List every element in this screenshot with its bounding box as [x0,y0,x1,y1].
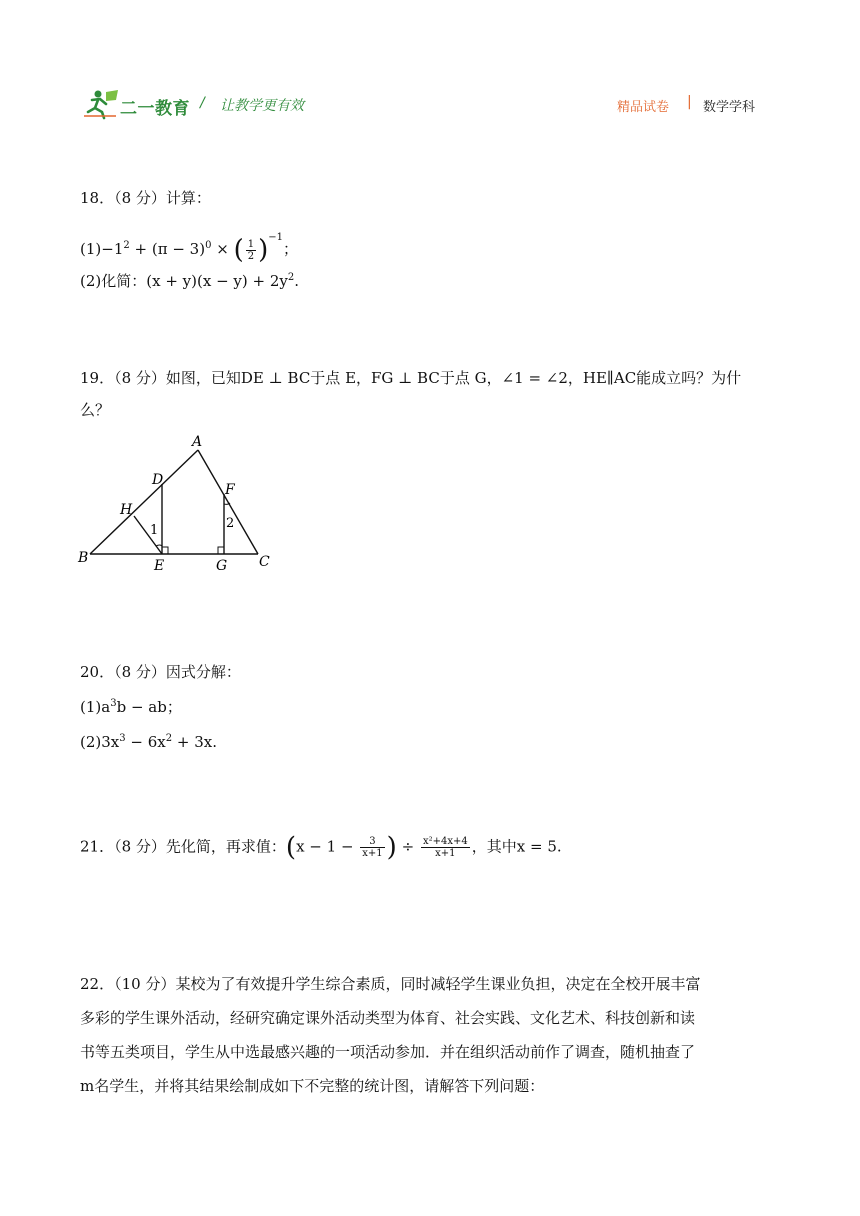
q18-part1-sup: 2 [123,240,130,251]
q20-part2-b: − 6x [125,733,166,751]
q22-line1: 22．（10 分）某校为了有效提升学生综合素质，同时减轻学生课业负担，决定在全校开展丰富 [80,975,701,993]
brand-slogan: 让教学更有效 [220,98,304,114]
q22-line4: m名学生，并将其结果绘制成如下不完整的统计图，请解答下列问题： [80,1077,545,1095]
q18-part1-expr: −1 [101,240,124,258]
q18-part1-prefix: (1) [80,240,102,258]
q18-part2-expr: (2)化简：(x + y)(x − y) + 2y [80,272,288,290]
q18-part1-times: × [211,240,234,258]
q21-line [80,832,562,863]
q20-part1 [80,694,182,717]
q21-fraction-2 [421,836,470,859]
label-E: E [154,558,165,574]
q20-part2-sup1: 3 [119,733,126,744]
label-D: D [152,472,164,488]
label-B: B [78,550,89,566]
q21-frac1-den: x+1 [362,848,383,859]
q21-paren-close: ) [386,832,397,863]
header-divider: | [687,94,692,110]
q18-part1-sup2: 0 [205,240,212,251]
q18-title: 18．（8 分）计算： [80,189,211,207]
triangle-figure [76,432,276,578]
q22-line3: 书等五类项目，学生从中选最感兴趣的一项活动参加．并在组织活动前作了调查，随机抽查了 [80,1043,696,1061]
q18-frac-den: 2 [247,250,255,262]
q20-part2 [80,729,217,752]
q22-line2: 多彩的学生课外活动，经研究确定课外活动类型为体育、社会实践、文化艺术、科技创新和读 [80,1009,696,1027]
q18-part2 [80,268,299,291]
q18-part2-sup: 2 [287,272,295,283]
q21-paren-open: ( [285,832,297,863]
label-angle-2: 2 [226,516,235,531]
q20-part1-sup: 3 [110,698,117,709]
q20-part1-rest: b − ab； [116,698,182,716]
q21-frac2-num: x²+4x+4 [422,836,468,847]
q21-divide: ÷ [401,837,415,856]
q19-line2: 么？ [80,401,111,419]
label-H: H [120,502,133,518]
q18-part2-end: . [294,272,300,290]
label-C: C [259,554,270,570]
brand-name: 二一教育 [120,99,190,119]
q20-part2-a: (2)3x [80,733,120,751]
q21-fraction-1 [360,836,384,859]
q18-part1 [80,228,299,265]
page-header [0,0,860,130]
label-angle-1: 1 [150,523,159,538]
q21-inner: x − 1 − [296,837,359,856]
label-A: A [192,434,203,450]
q18-part1-sup3: −1 [268,232,283,243]
header-tag-right: 数学学科 [703,100,756,115]
q20-part2-sup2: 2 [165,733,173,744]
q18-part1-mid: + (π − 3) [129,240,206,258]
q18-part1-end: ； [283,240,299,258]
q18-paren-open: ( [233,235,244,265]
label-F: F [225,482,235,498]
q18-paren-close: ) [258,235,269,265]
header-slash: / [200,95,205,111]
q21-suffix: ，其中x = 5. [471,837,562,856]
q20-title: 20．（8 分）因式分解： [80,663,241,681]
q20-part2-c: + 3x. [172,733,218,751]
q18-fraction [246,239,256,262]
q18-frac-num: 1 [247,238,255,250]
q21-prefix: 21．（8 分）先化简，再求值： [80,837,286,856]
q20-part1-a: (1)a [80,698,111,716]
q21-frac2-den: x+1 [435,848,456,859]
q19-line1: 19．（8 分）如图，已知DE ⊥ BC于点 E，FG ⊥ BC于点 G，∠1 = ∠2，HE∥AC能成立吗？为什 [80,369,742,387]
header-tag-left: 精品试卷 [617,100,670,115]
label-G: G [216,558,228,574]
q21-frac1-num: 3 [360,836,384,848]
